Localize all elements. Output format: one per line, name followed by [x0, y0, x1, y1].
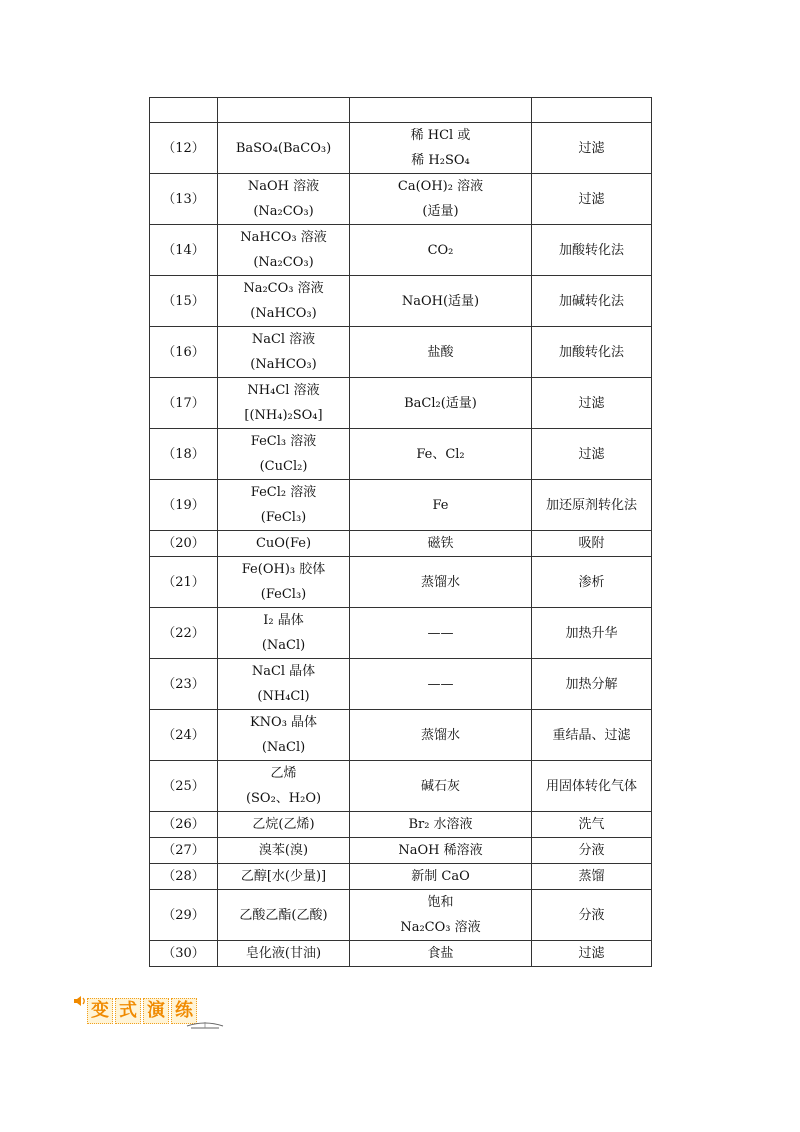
reagent-cell — [350, 659, 532, 710]
practice-banner — [73, 994, 233, 1034]
reagent-cell — [350, 480, 532, 531]
substance-cell-line: Fe(OH)₃ 胶体 — [241, 562, 326, 577]
row-number: （27） — [150, 838, 218, 864]
substance-cell-line: (NaHCO₃) — [250, 306, 317, 321]
speaker-icon — [73, 994, 87, 1008]
reagent-cell — [350, 123, 532, 174]
substance-cell-line: (Na₂CO₃) — [253, 255, 314, 270]
method-cell: 加热升华 — [532, 608, 652, 659]
substance-cell-line: NaOH 溶液 — [247, 179, 320, 194]
row-number: （28） — [150, 864, 218, 890]
substance-cell-line: (NaCl) — [261, 740, 306, 755]
substance-cell-line: (SO₂、H₂O) — [245, 791, 322, 806]
reagent-cell — [350, 761, 532, 812]
row-number: （18） — [150, 429, 218, 480]
table-row — [150, 123, 652, 174]
substance-cell-line: (Na₂CO₃) — [253, 204, 314, 219]
substance-cell — [218, 327, 350, 378]
reagent-cell-line: 蒸馏水 — [420, 727, 460, 743]
table-row — [150, 378, 652, 429]
table-row — [150, 557, 652, 608]
row-number: （17） — [150, 378, 218, 429]
reagent-cell — [350, 174, 532, 225]
blank-cell — [150, 98, 218, 123]
method-cell: 加碱转化法 — [532, 276, 652, 327]
method-cell: 过滤 — [532, 429, 652, 480]
row-number: （23） — [150, 659, 218, 710]
method-cell: 过滤 — [532, 378, 652, 429]
reagent-cell — [350, 710, 532, 761]
reagent-cell-line: NaOH(适量) — [401, 293, 480, 309]
table-row — [150, 327, 652, 378]
substance-cell-line: FeCl₂ 溶液 — [250, 485, 317, 500]
method-cell: 过滤 — [532, 123, 652, 174]
table-row — [150, 812, 652, 838]
method-cell: 加酸转化法 — [532, 225, 652, 276]
reagent-cell-line: BaCl₂(适量) — [404, 395, 477, 411]
reagent-cell-line: (适量) — [422, 204, 459, 219]
row-number: （16） — [150, 327, 218, 378]
table-row — [150, 429, 652, 480]
substance-cell-line: 皂化液(甘油) — [245, 946, 322, 961]
substance-cell — [218, 761, 350, 812]
reagent-cell — [350, 557, 532, 608]
method-cell: 过滤 — [532, 174, 652, 225]
substance-cell — [218, 941, 350, 967]
method-cell: 重结晶、过滤 — [532, 710, 652, 761]
row-number: （25） — [150, 761, 218, 812]
row-number: （26） — [150, 812, 218, 838]
substance-cell — [218, 225, 350, 276]
reagent-cell — [350, 941, 532, 967]
method-cell: 蒸馏 — [532, 864, 652, 890]
book-icon — [185, 1016, 225, 1030]
substance-cell-line: [(NH₄)₂SO₄] — [244, 408, 323, 423]
reagent-cell-line: 盐酸 — [427, 344, 454, 360]
blank-cell — [532, 98, 652, 123]
reagent-cell-line: Br₂ 水溶液 — [408, 817, 473, 832]
reagent-cell-line: CO₂ — [427, 242, 454, 258]
substance-cell-line: FeCl₃ 溶液 — [250, 434, 317, 449]
substance-cell-line: 乙醇[水(少量)] — [240, 869, 327, 884]
row-number: （19） — [150, 480, 218, 531]
table-row — [150, 761, 652, 812]
reagent-cell-line: —— — [427, 676, 454, 692]
table-row — [150, 941, 652, 967]
reagent-cell — [350, 429, 532, 480]
banner-char: 演 — [143, 998, 169, 1024]
reagent-cell-line: Na₂CO₃ 溶液 — [400, 920, 481, 935]
substance-cell-line: (FeCl₃) — [260, 587, 307, 602]
substance-cell-line: (NH₄Cl) — [257, 689, 310, 704]
reagent-cell — [350, 225, 532, 276]
substance-cell — [218, 123, 350, 174]
reagent-cell-line: 蒸馏水 — [420, 574, 460, 590]
method-cell: 加还原剂转化法 — [532, 480, 652, 531]
reagent-cell — [350, 608, 532, 659]
reagent-cell-line: Fe、Cl₂ — [416, 446, 465, 462]
row-number: （13） — [150, 174, 218, 225]
row-number: （14） — [150, 225, 218, 276]
reagent-cell-line: Fe — [432, 497, 449, 513]
table-row — [150, 276, 652, 327]
reagent-cell — [350, 531, 532, 557]
row-number: （20） — [150, 531, 218, 557]
substance-cell — [218, 378, 350, 429]
table-row — [150, 608, 652, 659]
reagent-cell — [350, 864, 532, 890]
reagent-cell-line: 饱和 — [427, 895, 454, 910]
banner-char: 练 — [171, 998, 197, 1024]
blank-cell — [218, 98, 350, 123]
substance-cell — [218, 531, 350, 557]
table-body — [150, 98, 652, 967]
substance-cell — [218, 864, 350, 890]
substance-cell-line: NaCl 晶体 — [251, 664, 316, 679]
table-row — [150, 890, 652, 941]
reagent-cell — [350, 378, 532, 429]
substance-cell-line: NH₄Cl 溶液 — [247, 383, 320, 398]
reagent-cell — [350, 327, 532, 378]
table-row — [150, 710, 652, 761]
substance-cell-line: NaHCO₃ 溶液 — [240, 230, 327, 245]
substance-cell-line: (NaHCO₃) — [250, 357, 317, 372]
substance-cell-line: NaCl 溶液 — [251, 332, 316, 347]
reagent-cell-line: 食盐 — [427, 946, 454, 961]
table-row — [150, 174, 652, 225]
substance-cell — [218, 276, 350, 327]
row-number: （24） — [150, 710, 218, 761]
separation-table — [149, 97, 652, 967]
reagent-cell-line: —— — [427, 625, 454, 641]
method-cell: 吸附 — [532, 531, 652, 557]
table-row — [150, 531, 652, 557]
substance-cell — [218, 429, 350, 480]
blank-cell — [350, 98, 532, 123]
table-row — [150, 864, 652, 890]
reagent-cell — [350, 276, 532, 327]
row-number: （15） — [150, 276, 218, 327]
substance-cell-line: (FeCl₃) — [260, 510, 307, 525]
reagent-cell-line: 稀 H₂SO₄ — [411, 153, 470, 168]
method-cell: 加酸转化法 — [532, 327, 652, 378]
reagent-cell-line: NaOH 稀溶液 — [398, 843, 483, 858]
table-row — [150, 838, 652, 864]
table-row — [150, 225, 652, 276]
substance-cell — [218, 890, 350, 941]
method-cell: 洗气 — [532, 812, 652, 838]
method-cell: 加热分解 — [532, 659, 652, 710]
row-number: （30） — [150, 941, 218, 967]
reagent-cell — [350, 890, 532, 941]
substance-cell-line: CuO(Fe) — [255, 536, 312, 551]
method-cell: 渗析 — [532, 557, 652, 608]
reagent-cell-line: Ca(OH)₂ 溶液 — [397, 179, 484, 194]
row-number: （12） — [150, 123, 218, 174]
reagent-cell-line: 磁铁 — [427, 536, 454, 551]
substance-cell-line: 溴苯(溴) — [258, 843, 309, 858]
substance-cell — [218, 608, 350, 659]
reagent-cell — [350, 812, 532, 838]
substance-cell — [218, 480, 350, 531]
reagent-cell — [350, 838, 532, 864]
substance-cell-line: 乙烯 — [270, 766, 297, 781]
substance-cell-line: KNO₃ 晶体 — [249, 715, 318, 730]
substance-cell-line: (CuCl₂) — [259, 459, 308, 474]
substance-cell-line: Na₂CO₃ 溶液 — [243, 281, 324, 296]
row-number: （22） — [150, 608, 218, 659]
row-number: （29） — [150, 890, 218, 941]
row-number: （21） — [150, 557, 218, 608]
method-cell: 分液 — [532, 838, 652, 864]
method-cell: 用固体转化气体 — [532, 761, 652, 812]
substance-cell — [218, 812, 350, 838]
substance-cell-line: 乙酸乙酯(乙酸) — [239, 907, 328, 923]
substance-cell — [218, 659, 350, 710]
substance-cell-line: BaSO₄(BaCO₃) — [235, 140, 332, 156]
banner-char: 式 — [115, 998, 141, 1024]
reagent-cell-line: 碱石灰 — [420, 778, 460, 794]
substance-cell — [218, 710, 350, 761]
substance-cell — [218, 838, 350, 864]
method-cell: 过滤 — [532, 941, 652, 967]
substance-cell — [218, 174, 350, 225]
table-row-blank — [150, 98, 652, 123]
method-cell: 分液 — [532, 890, 652, 941]
substance-cell — [218, 557, 350, 608]
reagent-cell-line: 稀 HCl 或 — [410, 128, 471, 143]
reagent-cell-line: 新制 CaO — [411, 869, 470, 884]
table-row — [150, 480, 652, 531]
banner-char: 变 — [87, 998, 113, 1024]
substance-cell-line: 乙烷(乙烯) — [252, 817, 315, 832]
table-row — [150, 659, 652, 710]
banner-title — [87, 998, 199, 1024]
substance-cell-line: I₂ 晶体 — [263, 613, 304, 628]
substance-cell-line: (NaCl) — [261, 638, 306, 653]
